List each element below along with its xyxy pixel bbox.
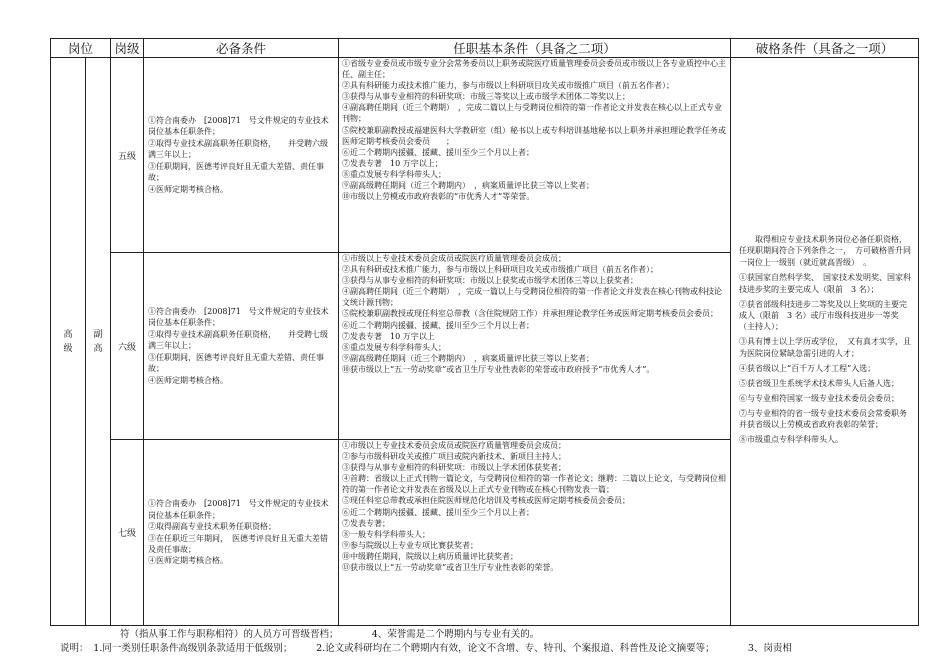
required-conditions (144, 253, 339, 440)
list-item: ③任职期间，医德考评良好且无重大差错、责任事故； (148, 161, 325, 183)
list-item: ⑤现任科室总带教或承担住院医师规范化培训及考核或医师定期考核委员会委员； (342, 496, 631, 506)
header-grade: 岗级 (111, 39, 144, 58)
grade-cell: 五级 (111, 58, 144, 253)
sub-post-label: 副高 (93, 329, 103, 354)
list-item: ①符合南委办 [2008]71 号文件规定的专业技术岗位基本任职条件； (148, 307, 329, 328)
post-group-label: 高级 (63, 329, 73, 354)
list-item: ③获得与从事专业相符的科研奖项：市级以上学术团体获奖者； (342, 463, 567, 473)
list-item: ⑧重点发展专科学科带头人； (342, 169, 447, 179)
list-item: ④副高聘任期间（近三个聘期） ，完成二篇以上与受聘岗位相符的第一作者论文并发表在核心以上正式专业刊物； (342, 103, 723, 124)
list-item: ⑧重点发展专科学科带头人； (342, 342, 447, 352)
header-required: 必备条件 (144, 39, 339, 58)
exception-intro: 取得相应专业技术职务岗位必备任职资格， 任现职期间符合下列条件之一， 方可破格晋升同一岗位上一级别（就近就高晋级） 。 (739, 234, 912, 267)
basic-conditions (339, 440, 731, 626)
sub-post-cell (86, 58, 111, 626)
list-item: ②取得专业技术副高职务任职资格， 并受聘六级满三年以上； (148, 138, 329, 160)
grade-cell: 六级 (111, 253, 144, 440)
basic-conditions (339, 58, 731, 253)
grade-cell: 七级 (111, 440, 144, 626)
list-item: ⑤获省级卫生系统学术技术带头人后备人选； (739, 378, 900, 388)
exception-conditions (731, 58, 919, 626)
list-item: ②参与市级科研攻关或推广项目或院内新技术、新项目主持人； (342, 452, 567, 462)
list-item: ④医师定期考核合格。 (148, 556, 229, 566)
list-item: ④获省级以上“百千万人才工程”入选； (739, 363, 876, 373)
table-row-grade-5 (51, 58, 919, 253)
list-item: ②具有科研能力或技术推广能力，参与市级以上科研项目攻关或市级推广项目（前五名作者）； (342, 81, 675, 91)
required-conditions (144, 58, 339, 253)
list-item: ②获省部级科技进步二等奖及以上奖项的主要完成人（限前 3 名）或厅市级科技进步一等奖 （主持人）； (739, 299, 908, 332)
list-item: ①符合南委办 [2008]71 号文件规定的专业技术岗位基本任职条件； (148, 116, 329, 137)
list-item: ④医师定期考核合格。 (148, 375, 229, 385)
list-item: ⑦发表专著； (342, 518, 391, 528)
required-conditions (144, 440, 339, 626)
list-item: ⑥与专业相符国家一级专业技术委员会委员； (739, 393, 900, 403)
list-item: ①省级专业委员或市级专业分会常务委员以上职务或院医疗质量管理委员会委员或市级以上各专业质控中心主任、副主任； (342, 59, 727, 80)
list-item: ②具有科研或技术推广能力，参与市级以上科研项目攻关或市级推广项目（前五名作者）； (342, 265, 659, 275)
list-item: ③在任职近三年期间， 医德考评良好且无重大差错及责任事故； (148, 533, 329, 554)
list-item: ⑩中级聘任期间，院级以上病历质量评比获奖者； (342, 551, 519, 561)
list-item: ⑥近二个聘期内援疆、援藏、援川至少三个月以上者； (342, 320, 535, 330)
list-item: ⑥近二个聘期内援疆、援藏、援川至少三个月以上者； (342, 507, 535, 517)
list-item: ②取得专业技术副高职务任职资格， 并受聘七级满三年以上； (148, 329, 329, 351)
list-item: ⑨副高级聘任期间（近三个聘期内） ，病案质量评比获三等以上奖者； (342, 181, 595, 191)
list-item: ⑦与专业相符的省一级专业技术委员会常委职务并获省级以上劳模或省政府表彰的荣誉； (739, 408, 908, 430)
header-exception: 破格条件（具备之一项） (731, 39, 919, 58)
list-item: ④副高聘任期间（近三个聘期） ，完成一篇以上与受聘岗位相符的第一作者论文并发表在核心刊物或科技论文统计源刊物； (342, 287, 723, 308)
list-item: ⑨参与院级以上专业专项比赛获奖者； (342, 540, 479, 550)
list-item: ③任职期间，医德考评良好且无重大差错、责任事故； (148, 352, 325, 374)
list-item: ⑦发表专著 10 万字以上 (342, 331, 435, 341)
list-item: ④首聘：省级以上正式刊物一篇论文，与受聘岗位相符的第一作者论文；继聘：二篇以上论文，与受聘岗位相符的第一作者论文并发表在省级及以上正式专业刊物或在核心刊物发表一篇； (342, 474, 727, 495)
footnote-line-1: 符（指从事工作与职称相符）的人员方可晋级晋档； 4、荣誉需是二个聘期内与专业有关的。 (120, 629, 540, 640)
list-item: ⑤院校兼职副教授或福建医科大学教研室（组）秘书以上或专科培训基地秘书以上职务并承担理论教学任务或医师定期考核委员会委员 ； (342, 125, 727, 146)
footnotes (60, 628, 950, 656)
post-group-cell (51, 58, 86, 626)
footnote-line-2: 说明： 1.同一类别任职条件高级别条款适用于低级别； 2.论文或科研均在二个聘期内有效，论文不含增、专、特刊、个案报道、科普性及论文摘要等； 3、岗责相 (60, 643, 792, 654)
list-item: ⑥近二个聘期内援疆、援藏、援川至少三个月以上者； (342, 147, 535, 157)
list-item: ①市级以上专业技术委员会成员或院医疗质量管理委员会成员； (342, 441, 567, 450)
qualification-table (50, 38, 919, 626)
header-post: 岗位 (51, 39, 111, 58)
list-item: ⑧一般专科学科带头人； (342, 529, 431, 539)
list-item: ①获国家自然科学奖、 国家技术发明奖、国家科技进步奖的主要完成人（限前 3 名）； (739, 273, 912, 294)
list-item: ⑪获市级以上“五一劳动奖章”或省卫生厅专业性表彰的荣誉。 (342, 563, 559, 573)
list-item: ④医师定期考核合格。 (148, 184, 229, 194)
list-item: ③获得与从事专业相符的科研奖项：市级三等奖以上或市级学术团体二等奖以上； (342, 92, 631, 102)
list-item: ①符合南委办 [2008]71 号文件规定的专业技术岗位基本任职条件； (148, 499, 329, 520)
list-item: ⑦发表专著 10 万字以上； (342, 158, 443, 168)
list-item: ⑧市级重点专科学科带头人。 (739, 435, 844, 445)
list-item: ②取得副高专业技术职务任职资格； (148, 522, 277, 532)
list-item: ①市级以上专业技术委员会成员或院医疗质量管理委员会成员； (342, 254, 567, 263)
list-item: ⑨副高级聘任期间（近三个聘期内） ，病案质量评比获三等以上奖者； (342, 353, 595, 363)
list-item: ③具有博士以上学历或学位， 又有真才实学，且为医院岗位紧缺急需引进的人才； (739, 337, 912, 358)
list-item: ⑤院校兼职副教授或现任科室总带教（含住院规陪工作）并承担理论教学任务或医师定期考核委员会委员； (342, 309, 719, 319)
list-item: ⑩市级以上劳模或市政府表彰的“市优秀人才”等荣誉。 (342, 192, 535, 202)
basic-conditions (339, 253, 731, 440)
list-item: ③获得与从事专业相符的科研奖项：市级以上获奖或市级学术团体三等以上获奖者； (342, 276, 639, 286)
header-row (51, 39, 919, 58)
header-basic: 任职基本条件（具备之二项） (339, 39, 731, 58)
list-item: ⑩获市级以上“五一劳动奖章”或省卫生厅专业性表彰的荣誉或市政府授予“市优秀人才”。 (342, 364, 655, 374)
